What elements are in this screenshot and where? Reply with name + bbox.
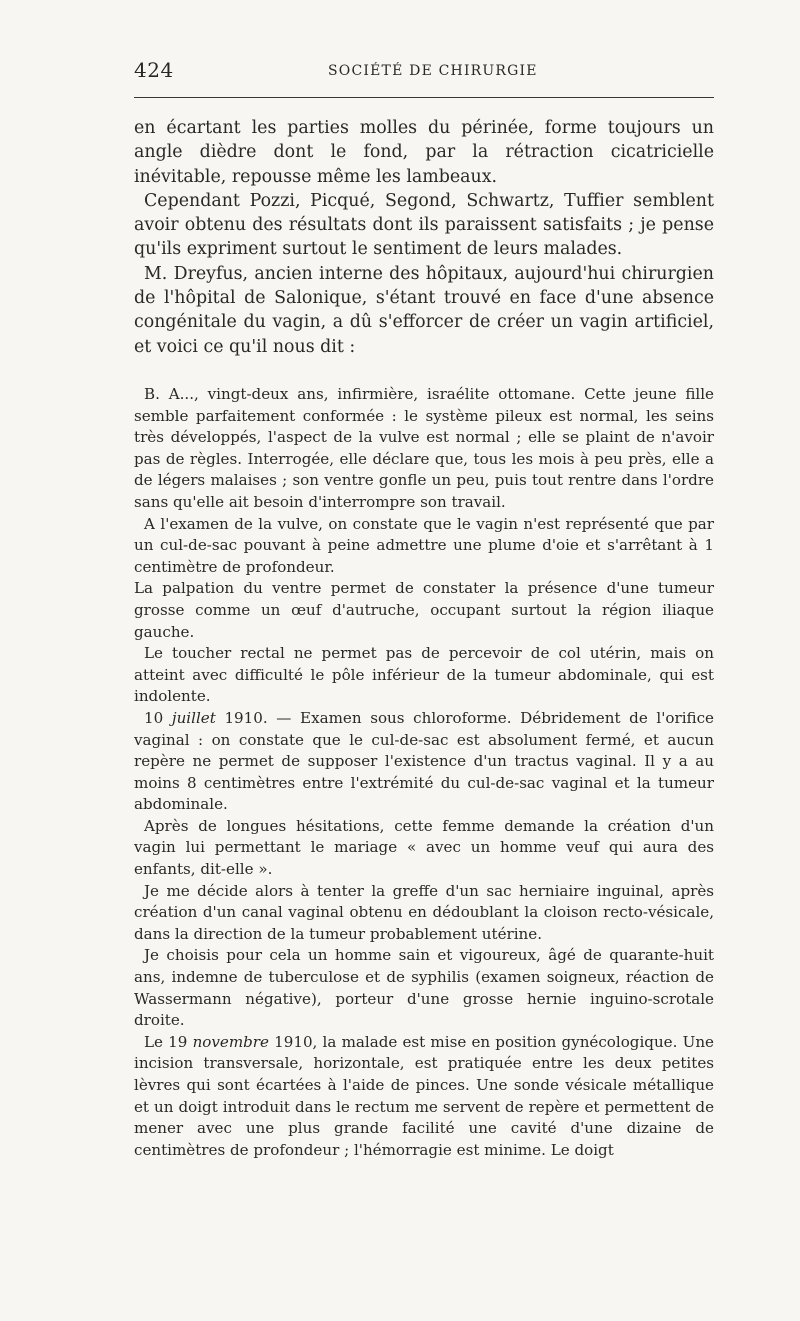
observation-paragraph: Je choisis pour cela un homme sain et vigoureux, âgé de quarante-huit ans, indemne de tuberculose et de syphilis (examen soigneux, réaction de Wassermann négative), porteur d'une grosse hernie inguino-scrotale droite. [134, 946, 714, 1030]
date-month: juillet [171, 708, 216, 727]
observation-paragraph: Le toucher rectal ne permet pas de percevoir de col utérin, mais on atteint avec difficulté le pôle inférieur de la tumeur abdominale, qui est indolente. [134, 644, 714, 706]
date-day: 10 [144, 708, 164, 727]
observation-paragraph [134, 708, 714, 816]
main-text [134, 116, 714, 359]
observation-text [134, 384, 714, 1161]
observation-paragraph: La palpation du ventre permet de constater la présence d'une tumeur grosse comme un œuf d'autruche, occupant surtout la région iliaque gauche. [134, 579, 714, 641]
paragraph: Cependant Pozzi, Picqué, Segond, Schwartz, Tuffier semblent avoir obtenu des résultats dont ils paraissent satisfaits ; je pense qu'ils expriment surtout le sentiment de leurs malades. [134, 190, 714, 260]
date-month: novembre [192, 1032, 269, 1051]
observation-paragraph: Après de longues hésitations, cette femme demande la création d'un vagin lui permettant le mariage « avec un homme veuf qui aura des enfants, dit-elle ». [134, 816, 714, 879]
paragraph-text: 1910, la malade est mise en position gynécologique. Une incision transversale, horizontale, est pratiquée entre les deux petites lèvres qui sont écartées à l'aide de pinces. Une sonde vésicale métallique et un doigt introduit dans le rectum me servent de repère et permettent de mener avec une plus grande facilité une cavité d'une dizaine de centimètres de profondeur ; l'hémorragie est minime. Le doigt [134, 1032, 714, 1159]
date-day: Le 19 [144, 1032, 188, 1051]
running-title: SOCIÉTÉ DE CHIRURGIE [328, 63, 538, 79]
observation-paragraph: B. A..., vingt-deux ans, infirmière, israélite ottomane. Cette jeune fille semble parfaitement conformée : le système pileux est normal, les seins très développés, l'aspect de la vulve est normal ; elle se plaint de n'avoir pas de règles. Interrogée, elle déclare que, tous les mois à peu près, elle a de légers malaises ; son ventre gonfle un peu, puis tout rentre dans l'ordre sans qu'elle ait besoin d'interrompre son travail. [134, 385, 714, 511]
observation-paragraph: A l'examen de la vulve, on constate que le vagin n'est représenté que par un cul-de-sac pouvant à peine admettre une plume d'oie et s'arrêtant à 1 centimètre de profondeur. [134, 514, 714, 576]
observation-paragraph [134, 1032, 714, 1162]
observation-paragraph: Je me décide alors à tenter la greffe d'un sac herniaire inguinal, après création d'un canal vaginal obtenu en dédoublant la cloison recto-vésicale, dans la direction de la tumeur probablement utérine. [134, 881, 714, 943]
paragraph: en écartant les parties molles du périnée, forme toujours un angle dièdre dont le fond, par la rétraction cicatricielle inévitable, repousse même les lambeaux. [134, 118, 714, 187]
paragraph-text: 1910. — Examen sous chloroforme. Débridement de l'orifice vaginal : on constate que le cul-de-sac est absolument fermé, et aucun repère ne permet de supposer l'existence d'un tractus vaginal. Il y a au moins 8 centimètres entre l'extrémité du cul-de-sac vaginal et la tumeur abdominale. [134, 708, 714, 814]
page-number: 424 [134, 58, 174, 82]
header-rule [134, 97, 714, 98]
page-header [134, 58, 714, 86]
paragraph: M. Dreyfus, ancien interne des hôpitaux, aujourd'hui chirurgien de l'hôpital de Salonique, s'étant trouvé en face d'une absence congénitale du vagin, a dû s'efforcer de créer un vagin artificiel, et voici ce qu'il nous dit : [134, 263, 714, 357]
